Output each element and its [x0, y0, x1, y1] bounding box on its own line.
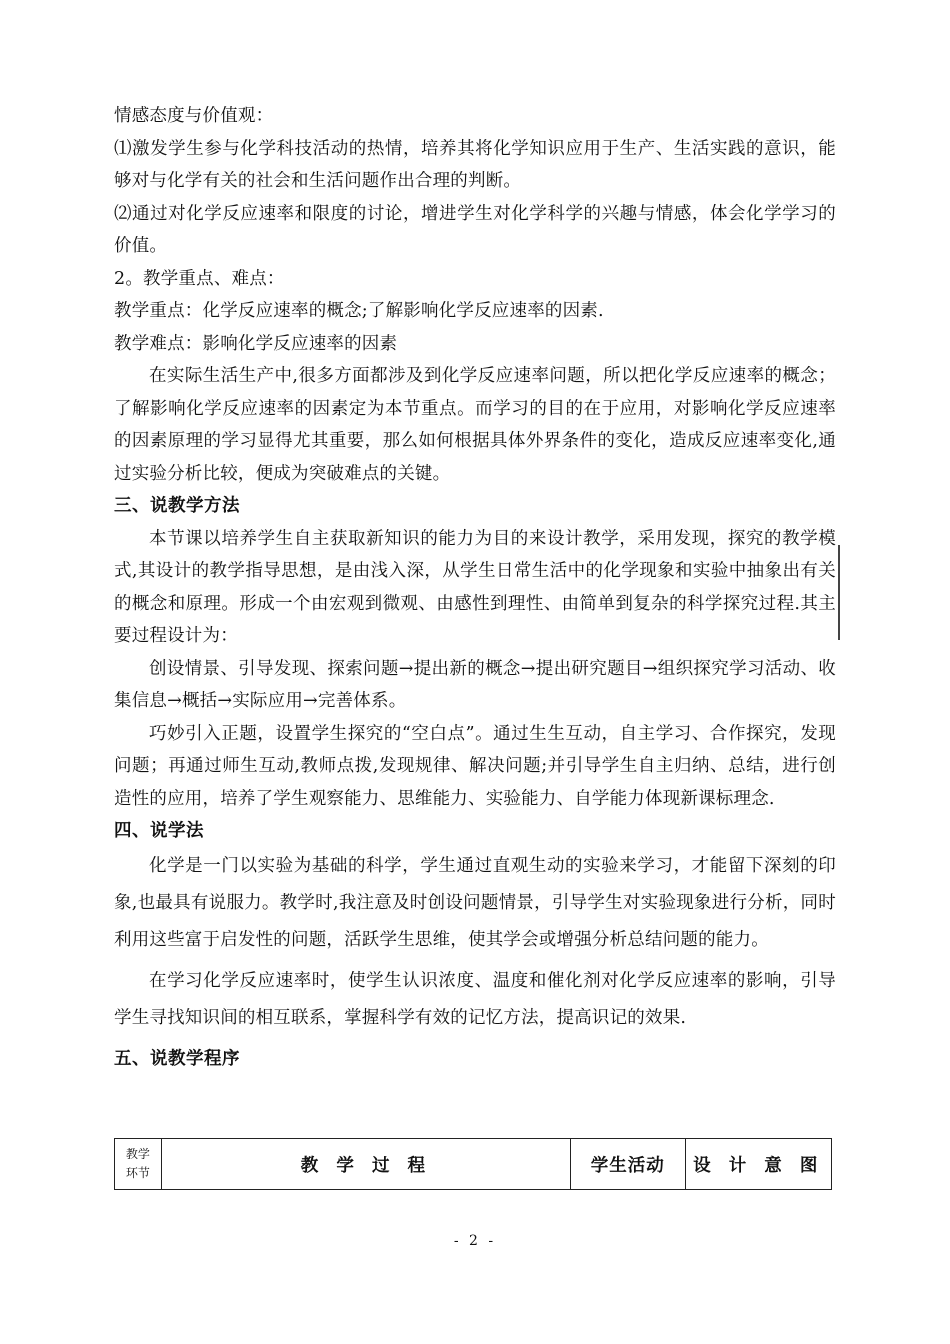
procedure-table: [114, 1138, 832, 1190]
margin-rule: [838, 545, 840, 640]
header-student-activity: 学生活动: [571, 1139, 686, 1190]
header-design-intent: 设 计 意 图: [685, 1139, 831, 1190]
line-attitude-1: ⑴激发学生参与化学科技活动的热情，培养其将化学知识应用于生产、生活实践的意识，能够对与化学有关的社会和生活问题作出合理的判断。: [114, 138, 836, 191]
page-number: - 2 -: [453, 1233, 497, 1249]
line-attitude-2: ⑵通过对化学反应速率和限度的讨论，增进学生对化学科学的兴趣与情感，体会化学学习的价值。: [114, 203, 836, 256]
paragraph-key-points: 在实际生活生产中,很多方面都涉及到化学反应速率问题，所以把化学反应速率的概念；了解影响化学反应速率的因素定为本节重点。而学习的目的在于应用，对影响化学反应速率的因素原理的学习显得尤其重要，那么如何根据具体外界条件的变化，造成反应速率变化,通过实验分析比较，便成为突破难点的关键。: [114, 366, 836, 484]
header-teaching-process: 教 学 过 程: [161, 1139, 570, 1190]
table-header-row: [115, 1139, 832, 1190]
header-stage-line2: 环节: [125, 1166, 150, 1180]
line-key-points-title: 2。教学重点、难点：: [114, 268, 285, 289]
paragraph-learning-2: 在学习化学反应速率时，使学生认识浓度、温度和催化剂对化学反应速率的影响，引导学生寻找知识间的相互联系，掌握科学有效的记忆方法，提高识记的效果.: [114, 970, 836, 1028]
document-body: [114, 100, 836, 1075]
line-attitude-title: 情感态度与价值观：: [114, 106, 274, 126]
header-stage-line1: 教学: [125, 1147, 150, 1161]
line-difficulty: 教学难点：影响化学反应速率的因素: [114, 333, 398, 354]
heading-teaching-procedure: 五、说教学程序: [114, 1048, 240, 1069]
heading-teaching-method: 三、说教学方法: [114, 496, 240, 516]
paragraph-method-2: 创设情景、引导发现、探索问题→提出新的概念→提出研究题目→组织探究学习活动、收集信息→概括→实际应用→完善体系。: [114, 658, 836, 711]
paragraph-method-3: 巧妙引入正题，设置学生探究的“空白点”。通过生生互动，自主学习、合作探究，发现问题；再通过师生互动,教师点拨,发现规律、解决问题;并引导学生自主归纳、总结，进行创造性的应用，培养了学生观察能力、思维能力、实验能力、自学能力体现新课标理念.: [114, 723, 836, 809]
paragraph-method-1: 本节课以培养学生自主获取新知识的能力为目的来设计教学，采用发现，探究的教学模式,其设计的教学指导思想，是由浅入深，从学生日常生活中的化学现象和实验中抽象出有关的概念和原理。形成一个由宏观到微观、由感性到理性、由简单到复杂的科学探究过程.其主要过程设计为：: [114, 528, 836, 646]
line-key-point: 教学重点：化学反应速率的概念;了解影响化学反应速率的因素.: [114, 301, 604, 321]
heading-learning-method: 四、说学法: [114, 821, 204, 841]
header-teaching-stage: [115, 1139, 162, 1190]
paragraph-learning-1: 化学是一门以实验为基础的科学，学生通过直观生动的实验来学习，才能留下深刻的印象,也最具有说服力。教学时,我注意及时创设问题情景，引导学生对实验现象进行分析，同时利用这些富于启发性的问题，活跃学生思维，使其学会或增强分析总结问题的能力。: [114, 855, 836, 950]
